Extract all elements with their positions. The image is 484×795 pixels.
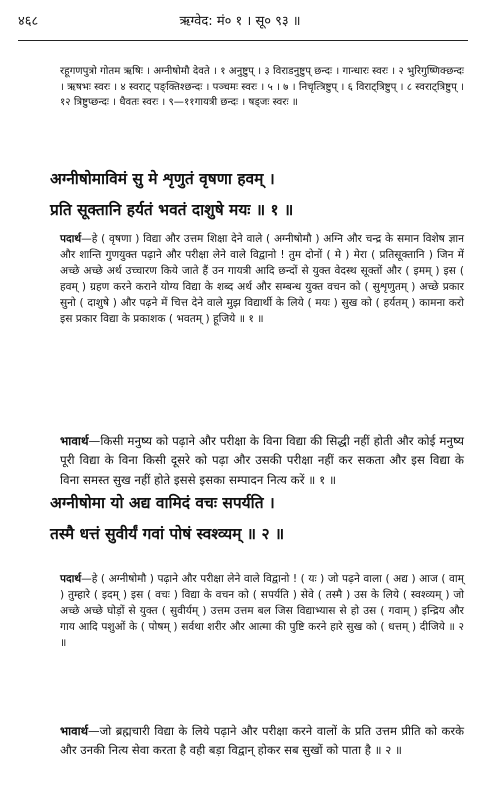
bhavartha-1-label: भावार्थ [60,434,89,448]
padartha-2 [60,572,464,652]
page-number: ४६८ [18,14,39,29]
mantra-2 [50,488,468,550]
padartha-1 [60,232,464,327]
metadata-text: रहूगणपुत्रो गोतम ऋषिः । अग्नीषोमौ देवते । १ अनुष्टुप् । ३ विराडनुष्टुप् छन्दः । गान्धारः स्वरः । २ भुरिगुष्णिक्छन्दः । ऋषभः स्वरः । ४ स्वराट् पङ्क्तिश्छन्दः । पञ्चमः स्वरः । ५ । ७ । निचृत्त्रिष्टुप् । ६ विराट्त्रिष्टुप् । ८ स्वराट्त्रिष्टुप् । १२ त्रिष्टुप्छन्दः । धैवतः स्वरः । ९—११गायत्री छन्दः । षड्जः स्वरः ॥ [60,66,464,109]
header-rule [18,40,468,41]
rishi-devata-chhanda-note [60,64,464,111]
page-header [18,8,462,36]
mantra-1 [50,164,468,226]
padartha-1-text: —हे ( वृषणा ) विद्या और उत्तम शिक्षा देने वाले ( अग्नीषोमौ ) अग्नि और चन्द्र के समान विशेष ज्ञान और शान्ति गुणयुक्त पढ़ाने और परीक्षा लेने वाले विद्वानो ! तुम दोनों ( मे ) मेरा ( प्रतिसूक्तानि ) जिन में अच्छे अच्छे अर्थ उच्चारण किये जाते हैं उन गायत्री आदि छन्दों से युक्त वेदस्थ सूक्तों और ( इमम् ) इस ( हवम् ) ग्रहण करने कराने योग्य विद्या के शब्द अर्थ और सम्बन्ध युक्त वचन को ( सुशृणुतम् ) अच्छे प्रकार सुनो ( दाशुषे ) और पढ़ने में चित्त देने वाले मुझ विद्यार्थी के लिये ( मयः ) सुख को ( हर्यतम् ) कामना करो इस प्रकार विद्या के प्रकाशक ( भवतम् ) हूजिये ॥ १ ॥ [60,233,464,325]
bhavartha-1-text: —किसी मनुष्य को पढ़ाने और परीक्षा के विना विद्या की सिद्धी नहीं होती और कोई मनुष्य पूरी विद्या के विना किसी दूसरे को पढ़ा और उसकी परीक्षा नहीं कर सकता और इस विद्या के विना समस्त सुख नहीं होते इससे इसका सम्पादन नित्य करें ॥ १ ॥ [60,434,464,487]
padartha-1-label: पदार्थ [60,233,82,245]
mantra-2-line-1: अग्नीषोमा यो अद्य वामिदं वचः सपर्यति । [50,493,275,512]
bhavartha-2-text: —जो ब्रह्मचारी विद्या के लिये पढ़ाने और परीक्षा करने वालों के प्रति उत्तम प्रीति को करके और उनकी नित्य सेवा करता है वही बड़ा विद्वान् होकर सब सुखों को पाता है ॥ २ ॥ [60,724,464,757]
bhavartha-2-label: भावार्थ [60,724,89,738]
running-title: ऋग्वेद: मं० १ । सू० ९३ ॥ [179,14,301,29]
mantra-2-line-2: तस्मै धत्तं सुवीर्यं गवां पोषं स्वश्व्यम् ॥ २ ॥ [50,524,285,543]
padartha-2-label: पदार्थ [60,573,82,585]
bhavartha-2 [60,722,464,759]
mantra-1-line-2: प्रति सूक्तानि हर्यतं भवतं दाशुषे मयः ॥ १ ॥ [50,200,294,219]
mantra-1-line-1: अग्नीषोमाविमं सु मे शृणुतं वृषणा हवम् । [50,169,275,188]
bhavartha-1 [60,432,464,490]
padartha-2-text: —हे ( अग्नीषोमौ ) पढ़ाने और परीक्षा लेने वाले विद्वानो ! ( यः ) जो पढ़ने वाला ( अद्य ) आज ( वाम् ) तुम्हारे ( इदम् ) इस ( वचः ) विद्या के वचन को ( सपर्यति ) सेवे ( तस्मै ) उस के लिये ( स्वश्व्यम् ) जो अच्छे अच्छे घोड़ों से युक्त ( सुवीर्यम् ) उत्तम उत्तम बल जिस विद्याभ्यास से हो उस ( गवाम् ) इन्द्रिय और गाय आदि पशुओं के ( पोषम् ) सर्वथा शरीर और आत्मा की पुष्टि करने हारे सुख को ( धत्तम् ) दीजिये ॥ २ ॥ [60,573,464,649]
